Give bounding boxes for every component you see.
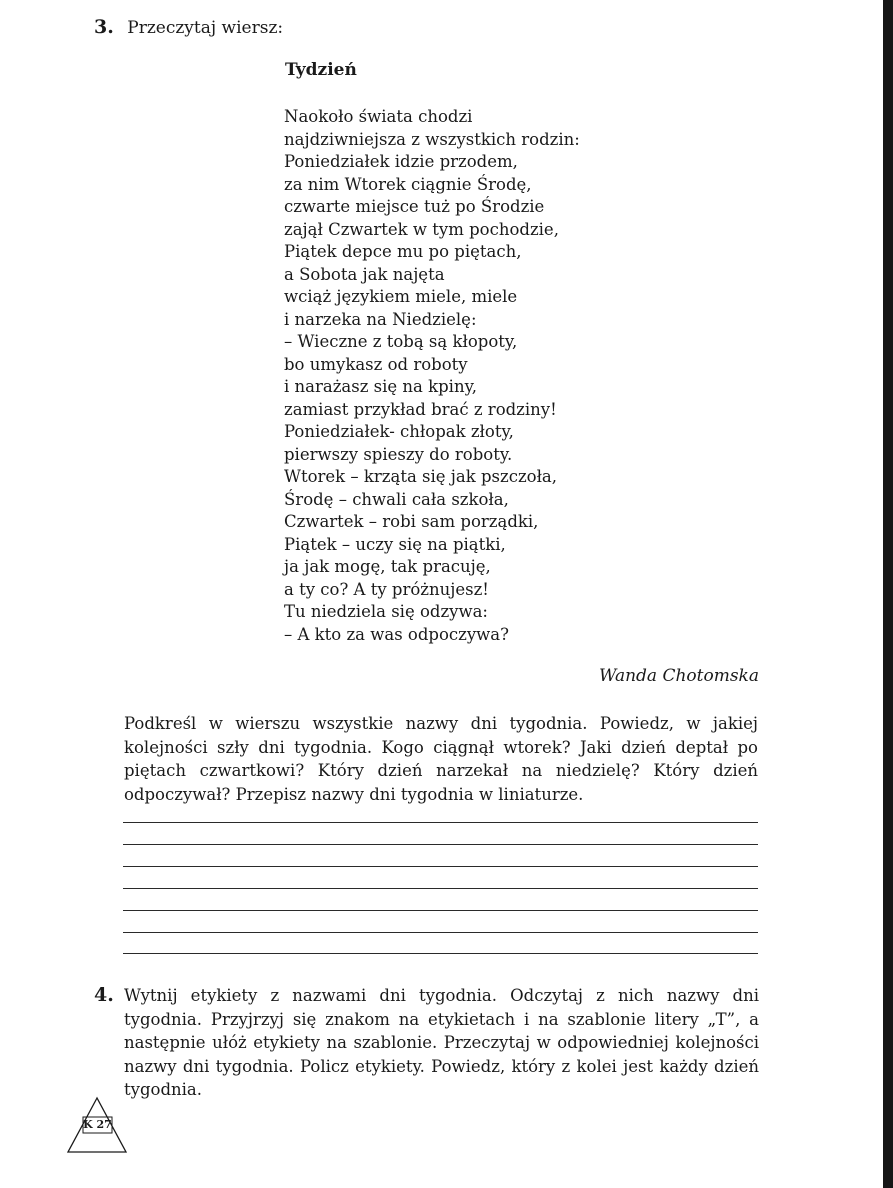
poem-line: zamiast przykład brać z rodziny! <box>284 399 557 419</box>
page-edge-shadow <box>883 0 893 1188</box>
poem-line: Czwartek – robi sam porządki, <box>284 512 539 531</box>
task-4-number: 4. <box>94 984 114 1006</box>
task-3-instruction: Podkreśl w wierszu wszystkie nazwy dni tygodnia. Powiedz, w jakiej kolejności szły dni tygodnia. Kogo ciągnął wtorek? Jaki dzień deptał po piętach czwartkowi? Który dzień narzekał na niedzielę? Który dzień odpoczywał? Przepisz nazwy dni tygodnia w liniaturze. <box>124 714 758 804</box>
page-badge-label: K 27 <box>83 1118 112 1131</box>
task-3-number: 3. <box>94 16 114 38</box>
page-badge <box>66 1096 128 1154</box>
poem-line: Poniedziałek- chłopak złoty, <box>284 422 514 441</box>
poem-line: za nim Wtorek ciągnie Środę, <box>284 174 532 194</box>
poem-line: najdziwniejsza z wszystkich rodzin: <box>284 129 580 149</box>
poem-line: ja jak mogę, tak pracuję, <box>284 557 491 576</box>
poem-line: Poniedziałek idzie przodem, <box>284 152 518 171</box>
poem-line: bo umykasz od roboty <box>284 354 468 374</box>
writing-line <box>123 888 758 889</box>
poem-line: a Sobota jak najęta <box>284 264 445 284</box>
poem-line: i narzeka na Niedzielę: <box>284 309 477 329</box>
poem-line: – Wieczne z tobą są kłopoty, <box>284 332 518 351</box>
poem-line: Tu niedziela się odzywa: <box>284 602 488 621</box>
poem-line: czwarte miejsce tuż po Środzie <box>284 197 545 216</box>
writing-line <box>123 866 758 867</box>
poem-line: wciąż językiem miele, miele <box>284 287 518 306</box>
poem-line: Piątek – uczy się na piątki, <box>284 534 506 554</box>
poem-line: Naokoło świata chodzi <box>284 107 473 126</box>
task-3-heading-text: Przeczytaj wiersz: <box>127 18 284 38</box>
poem-author: Wanda Chotomska <box>598 666 759 686</box>
writing-lines[interactable] <box>123 822 758 954</box>
poem-line: – A kto za was odpoczywa? <box>284 624 509 644</box>
task-3-heading <box>94 16 283 38</box>
writing-line <box>123 910 758 911</box>
writing-line <box>123 932 758 933</box>
poem-line: Wtorek – krząta się jak pszczoła, <box>284 467 558 486</box>
poem-line: Środę – chwali cała szkoła, <box>284 489 509 509</box>
writing-line <box>123 822 758 823</box>
poem <box>284 106 580 646</box>
writing-line <box>123 844 758 845</box>
poem-line: i narażasz się na kpiny, <box>284 377 477 396</box>
poem-line: a ty co? A ty próżnujesz! <box>284 579 489 599</box>
poem-line: zajął Czwartek w tym pochodzie, <box>284 219 559 239</box>
poem-title: Tydzień <box>285 60 357 80</box>
task-4-text: Wytnij etykiety z nazwami dni tygodnia. Odczytaj z nich nazwy dni tygodnia. Przyjrzyj się znakom na etykietach i na szablonie litery „T”, a następnie ułóż etykiety na szablonie. Przeczytaj w odpowiedniej kolejności nazwy dni tygodnia. Policz etykiety. Powiedz, który z kolei jest każdy dzień tygodnia. <box>124 986 759 1099</box>
task-4 <box>94 984 759 1102</box>
writing-line <box>123 953 758 954</box>
poem-line: pierwszy spieszy do roboty. <box>284 444 513 464</box>
poem-line: Piątek depce mu po piętach, <box>284 242 522 261</box>
